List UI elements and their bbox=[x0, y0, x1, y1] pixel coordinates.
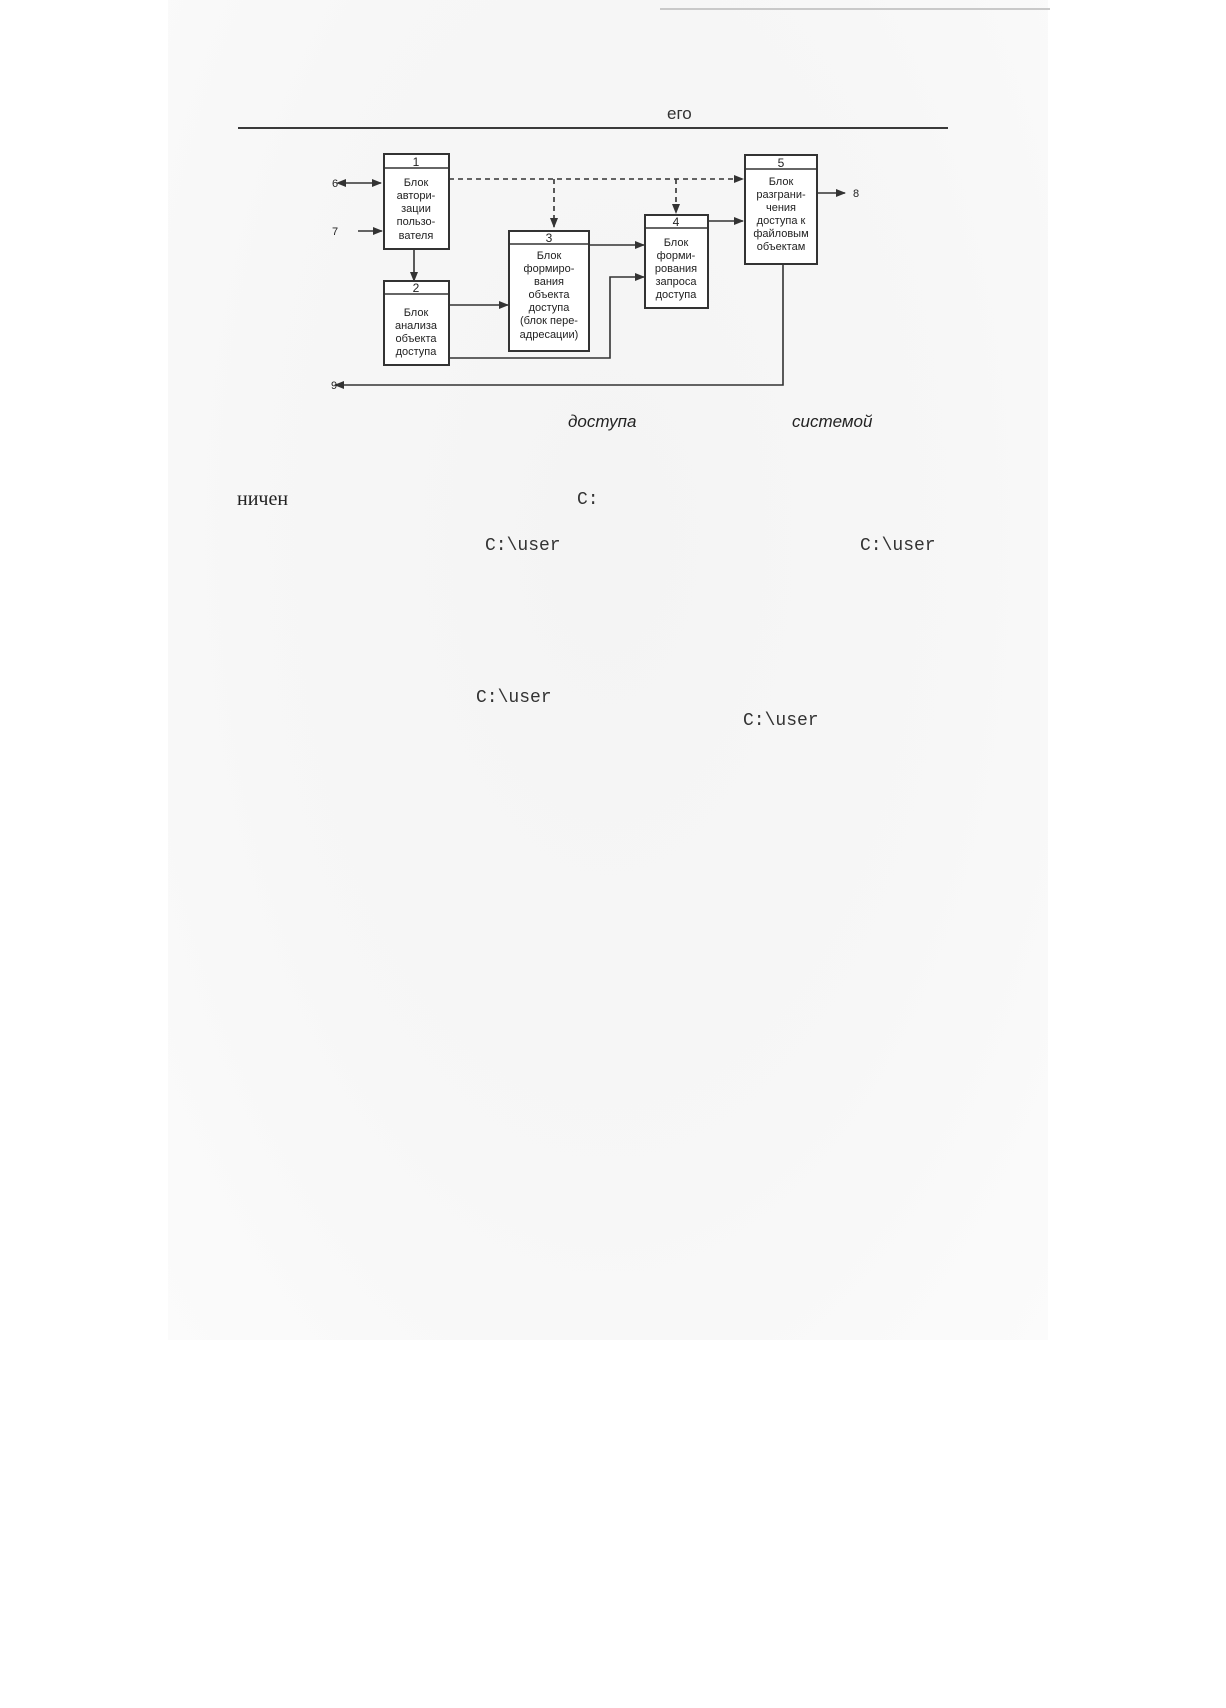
port-label-6: 6 bbox=[331, 178, 339, 190]
block-3-number: 3 bbox=[545, 231, 553, 245]
block-3 bbox=[509, 231, 589, 351]
port-label-7: 7 bbox=[331, 226, 339, 238]
port-label-9: 9 bbox=[330, 380, 338, 392]
block-2-line: Блок bbox=[403, 307, 429, 319]
block-4-line: доступа bbox=[655, 289, 697, 301]
block-2-line: объекта bbox=[395, 333, 437, 345]
port-label-8: 8 bbox=[852, 188, 860, 200]
block-2 bbox=[384, 281, 449, 365]
block-4-number: 4 bbox=[672, 215, 680, 229]
path-text: C:\user bbox=[860, 536, 936, 556]
block-2-line: доступа bbox=[395, 346, 437, 358]
block-5-line: Блок bbox=[768, 176, 794, 188]
running-header: его bbox=[667, 104, 692, 123]
block-3-line: адресации) bbox=[519, 329, 579, 341]
block-2-line: анализа bbox=[394, 320, 438, 332]
block-4-line: запроса bbox=[655, 276, 697, 288]
body-word: ничен bbox=[237, 488, 289, 510]
block-3-line: Блок bbox=[536, 250, 562, 262]
block-4 bbox=[645, 215, 708, 308]
block-3-line: формиро- bbox=[523, 263, 575, 275]
caption-right: системой bbox=[792, 412, 873, 431]
drive-text: C: bbox=[577, 490, 599, 510]
block-5-line: разграни- bbox=[756, 189, 806, 201]
block-1-line: зации bbox=[401, 203, 431, 215]
block-3-line: доступа bbox=[528, 302, 570, 314]
block-5 bbox=[745, 155, 817, 264]
block-5-line: чения bbox=[765, 202, 797, 214]
block-1 bbox=[384, 154, 449, 249]
block-5-number: 5 bbox=[777, 156, 785, 170]
path-text: C:\user bbox=[476, 688, 552, 708]
block-1-line: автори- bbox=[396, 190, 436, 202]
block-3-line: вания bbox=[533, 276, 565, 288]
block-1-number: 1 bbox=[412, 155, 420, 169]
block-3-line: (блок пере- bbox=[520, 315, 578, 327]
path-text: C:\user bbox=[485, 536, 561, 556]
block-5-line: файловым bbox=[753, 228, 809, 240]
block-1-line: пользо- bbox=[396, 216, 436, 228]
block-3-line: объекта bbox=[528, 289, 570, 301]
block-4-line: форми- bbox=[656, 250, 696, 262]
block-1-line: вателя bbox=[398, 230, 434, 242]
block-5-line: объектам bbox=[756, 241, 806, 253]
block-2-number: 2 bbox=[412, 281, 420, 295]
path-text: C:\user bbox=[743, 711, 819, 731]
block-5-line: доступа к bbox=[756, 215, 806, 227]
block-diagram bbox=[0, 0, 1226, 460]
block-1-line: Блок bbox=[403, 177, 429, 189]
block-4-line: рования bbox=[654, 263, 698, 275]
caption-left: доступа bbox=[568, 412, 637, 431]
block-4-line: Блок bbox=[663, 237, 689, 249]
